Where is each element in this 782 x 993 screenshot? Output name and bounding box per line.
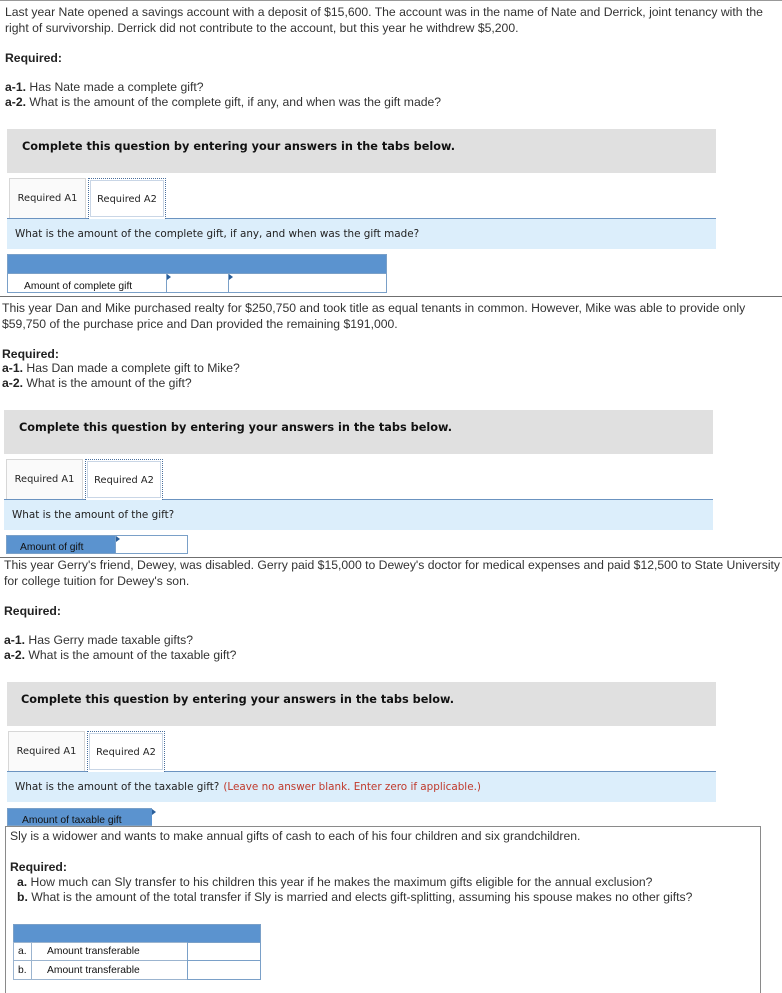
q4-row-a-separator <box>31 943 32 961</box>
q3-sub-a2: a-2. What is the amount of the taxable gift? <box>4 648 237 662</box>
q1-required-heading: Required: <box>5 51 62 65</box>
q1-text: Last year Nate opened a savings account with a deposit of $15,600. The account was in the name of Nate and Derrick, joint tenancy with the right of survivorship. Derrick did not contribute to the account, but this year he withdrew $5,200. <box>5 5 763 35</box>
q4-row-b-letter: b. <box>18 965 27 976</box>
q4-row-b-input[interactable] <box>187 960 261 980</box>
q4-row-a-label-cell <box>13 942 188 961</box>
q3-row-label: Amount of taxable gift <box>7 808 153 826</box>
q1-amount-flag-icon <box>167 274 171 280</box>
q3-sub-a1: a-1. Has Gerry made taxable gifts? <box>4 633 194 647</box>
q2-tab-required-a2[interactable]: Required A2 <box>85 459 163 500</box>
q1-table-header <box>7 254 387 274</box>
top-divider <box>0 0 782 1</box>
q1-instruction-banner: Complete this question by entering your answers in the tabs below. <box>7 129 716 173</box>
q4-text: Sly is a widower and wants to make annual gifts of cash to each of his four children and six grandchildren. <box>10 829 581 843</box>
q4-row-a-letter: a. <box>18 946 27 957</box>
q3-hint-text: (Leave no answer blank. Enter zero if applicable.) <box>223 781 481 793</box>
q3-tab-required-a1[interactable]: Required A1 <box>8 731 85 771</box>
q4-row-b-label-cell <box>13 960 188 980</box>
q1-tab-required-a2[interactable]: Required A2 <box>88 178 166 219</box>
q2-sub-a2: a-2. What is the amount of the gift? <box>2 376 192 390</box>
q4-table-header <box>13 924 261 943</box>
q4-row-a-input[interactable] <box>187 942 261 961</box>
q1-sub-a1: a-1. Has Nate made a complete gift? <box>5 80 204 94</box>
q3-amount-input[interactable] <box>152 808 182 826</box>
q2-question-prompt: What is the amount of the gift? <box>4 500 713 530</box>
q2-tab-required-a1[interactable]: Required A1 <box>6 459 83 499</box>
q1-row-label: Amount of complete gift <box>7 273 167 293</box>
q4-sub-a: a. How much can Sly transfer to his children this year if he makes the maximum gifts eligible for the annual exclusion? <box>17 875 653 889</box>
q2-row-label: Amount of gift <box>6 535 116 554</box>
q2-sub-a1: a-1. Has Dan made a complete gift to Mike? <box>2 361 240 375</box>
q1-tab-required-a1[interactable]: Required A1 <box>9 178 86 218</box>
q2-instruction-banner: Complete this question by entering your answers in the tabs below. <box>4 410 713 454</box>
q2-required-heading: Required: <box>2 347 59 361</box>
q3-tab-required-a2[interactable]: Required A2 <box>87 731 165 772</box>
q3-instruction-banner: Complete this question by entering your answers in the tabs below. <box>7 682 716 726</box>
q4-required-heading: Required: <box>10 860 67 874</box>
q3-question-prompt: What is the amount of the taxable gift? (Leave no answer blank. Enter zero if applicable.) <box>7 772 716 802</box>
q2-amount-flag-icon <box>116 536 120 542</box>
q4-row-b-label: Amount transferable <box>47 965 140 976</box>
q3-amount-flag-icon <box>152 809 156 815</box>
q1-question-prompt: What is the amount of the complete gift, if any, and when was the gift made? <box>7 219 716 249</box>
q1-when-input[interactable] <box>228 273 387 293</box>
q1-sub-a2: a-2. What is the amount of the complete gift, if any, and when was the gift made? <box>5 95 442 109</box>
q2-amount-input[interactable] <box>115 535 188 554</box>
q3-required-heading: Required: <box>4 604 61 618</box>
q2-text: This year Dan and Mike purchased realty for $250,750 and took title as equal tenants in common. However, Mike was able to provide only $59,750 of the purchase price and Dan provided the remaining $191,000. <box>2 301 746 331</box>
q2-divider <box>0 296 782 297</box>
q4-row-b-separator <box>31 961 32 980</box>
q4-sub-b: b. What is the amount of the total transfer if Sly is married and elects gift-splitting, assuming his spouse makes no other gifts? <box>17 890 693 904</box>
q4-row-a-label: Amount transferable <box>47 946 140 957</box>
q1-amount-input[interactable] <box>166 273 229 293</box>
q3-text: This year Gerry's friend, Dewey, was disabled. Gerry paid $15,000 to Dewey's doctor for medical expenses and paid $12,500 to State University for college tuition for Dewey's son. <box>4 558 781 588</box>
q1-when-flag-icon <box>229 274 233 280</box>
